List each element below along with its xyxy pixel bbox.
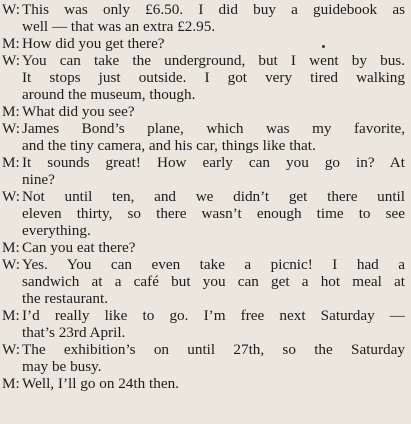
speaker-label: W: — [2, 120, 20, 137]
turn-text — [22, 188, 405, 239]
dialogue-turn — [2, 1, 405, 35]
turn-text — [22, 375, 405, 392]
text-line: It sounds great! How early can you go in? At — [22, 154, 405, 171]
speaker-label: M: — [2, 239, 20, 256]
text-line: nine? — [22, 171, 55, 188]
text-line: Not until ten, and we didn’t get there until — [22, 188, 405, 205]
text-line: may be busy. — [22, 358, 102, 375]
text-line: and the tiny camera, and his car, things like that. — [22, 137, 316, 154]
dialogue-turn — [2, 239, 405, 256]
turn-text — [22, 307, 405, 341]
turn-text — [22, 52, 405, 103]
speaker-label: M: — [2, 103, 20, 120]
dialogue-turn — [2, 341, 405, 375]
speaker-label: M: — [2, 35, 20, 52]
text-line: What did you see? — [22, 103, 135, 120]
text-line: around the museum, though. — [22, 86, 196, 103]
text-line: that’s 23rd April. — [22, 324, 126, 341]
speaker-label: W: — [2, 1, 20, 18]
turn-text — [22, 120, 405, 154]
speaker-label: W: — [2, 188, 20, 205]
text-line: everything. — [22, 222, 91, 239]
dialogue-turn — [2, 307, 405, 341]
speaker-label: M: — [2, 375, 20, 392]
dialogue-turn — [2, 188, 405, 239]
text-line: It stops just outside. I got very tired walking — [22, 69, 405, 86]
dialogue-turn — [2, 256, 405, 307]
dialogue-turn — [2, 103, 405, 120]
dialogue-turn — [2, 52, 405, 103]
turn-text — [22, 103, 405, 120]
dialogue-turn — [2, 35, 405, 52]
text-line: sandwich at a café but you can get a hot meal at — [22, 273, 405, 290]
text-line: I’d really like to go. I’m free next Saturday — — [22, 307, 405, 324]
text-line: the restaurant. — [22, 290, 109, 307]
turn-text — [22, 1, 405, 35]
text-line: well — that was an extra £2.95. — [22, 18, 216, 35]
turn-text — [22, 256, 405, 307]
text-line: Well, I’ll go on 24th then. — [22, 375, 179, 392]
speaker-label: W: — [2, 52, 20, 69]
print-speck — [322, 45, 325, 48]
dialogue-turn — [2, 154, 405, 188]
text-line: You can take the underground, but I went by bus. — [22, 52, 405, 69]
dialogue-transcript — [2, 1, 405, 392]
text-line: eleven thirty, so there wasn’t enough time to see — [22, 205, 405, 222]
turn-text — [22, 35, 405, 52]
text-line: How did you get there? — [22, 35, 165, 52]
speaker-label: W: — [2, 256, 20, 273]
speaker-label: W: — [2, 341, 20, 358]
turn-text — [22, 154, 405, 188]
text-line: Can you eat there? — [22, 239, 136, 256]
text-line: James Bond’s plane, which was my favorite, — [22, 120, 405, 137]
dialogue-turn — [2, 120, 405, 154]
speaker-label: M: — [2, 307, 20, 324]
text-line: Yes. You can even take a picnic! I had a — [22, 256, 405, 273]
speaker-label: M: — [2, 154, 20, 171]
turn-text — [22, 341, 405, 375]
text-line: The exhibition’s on until 27th, so the Saturday — [22, 341, 405, 358]
turn-text — [22, 239, 405, 256]
dialogue-turn — [2, 375, 405, 392]
text-line: This was only £6.50. I did buy a guidebook as — [22, 1, 405, 18]
